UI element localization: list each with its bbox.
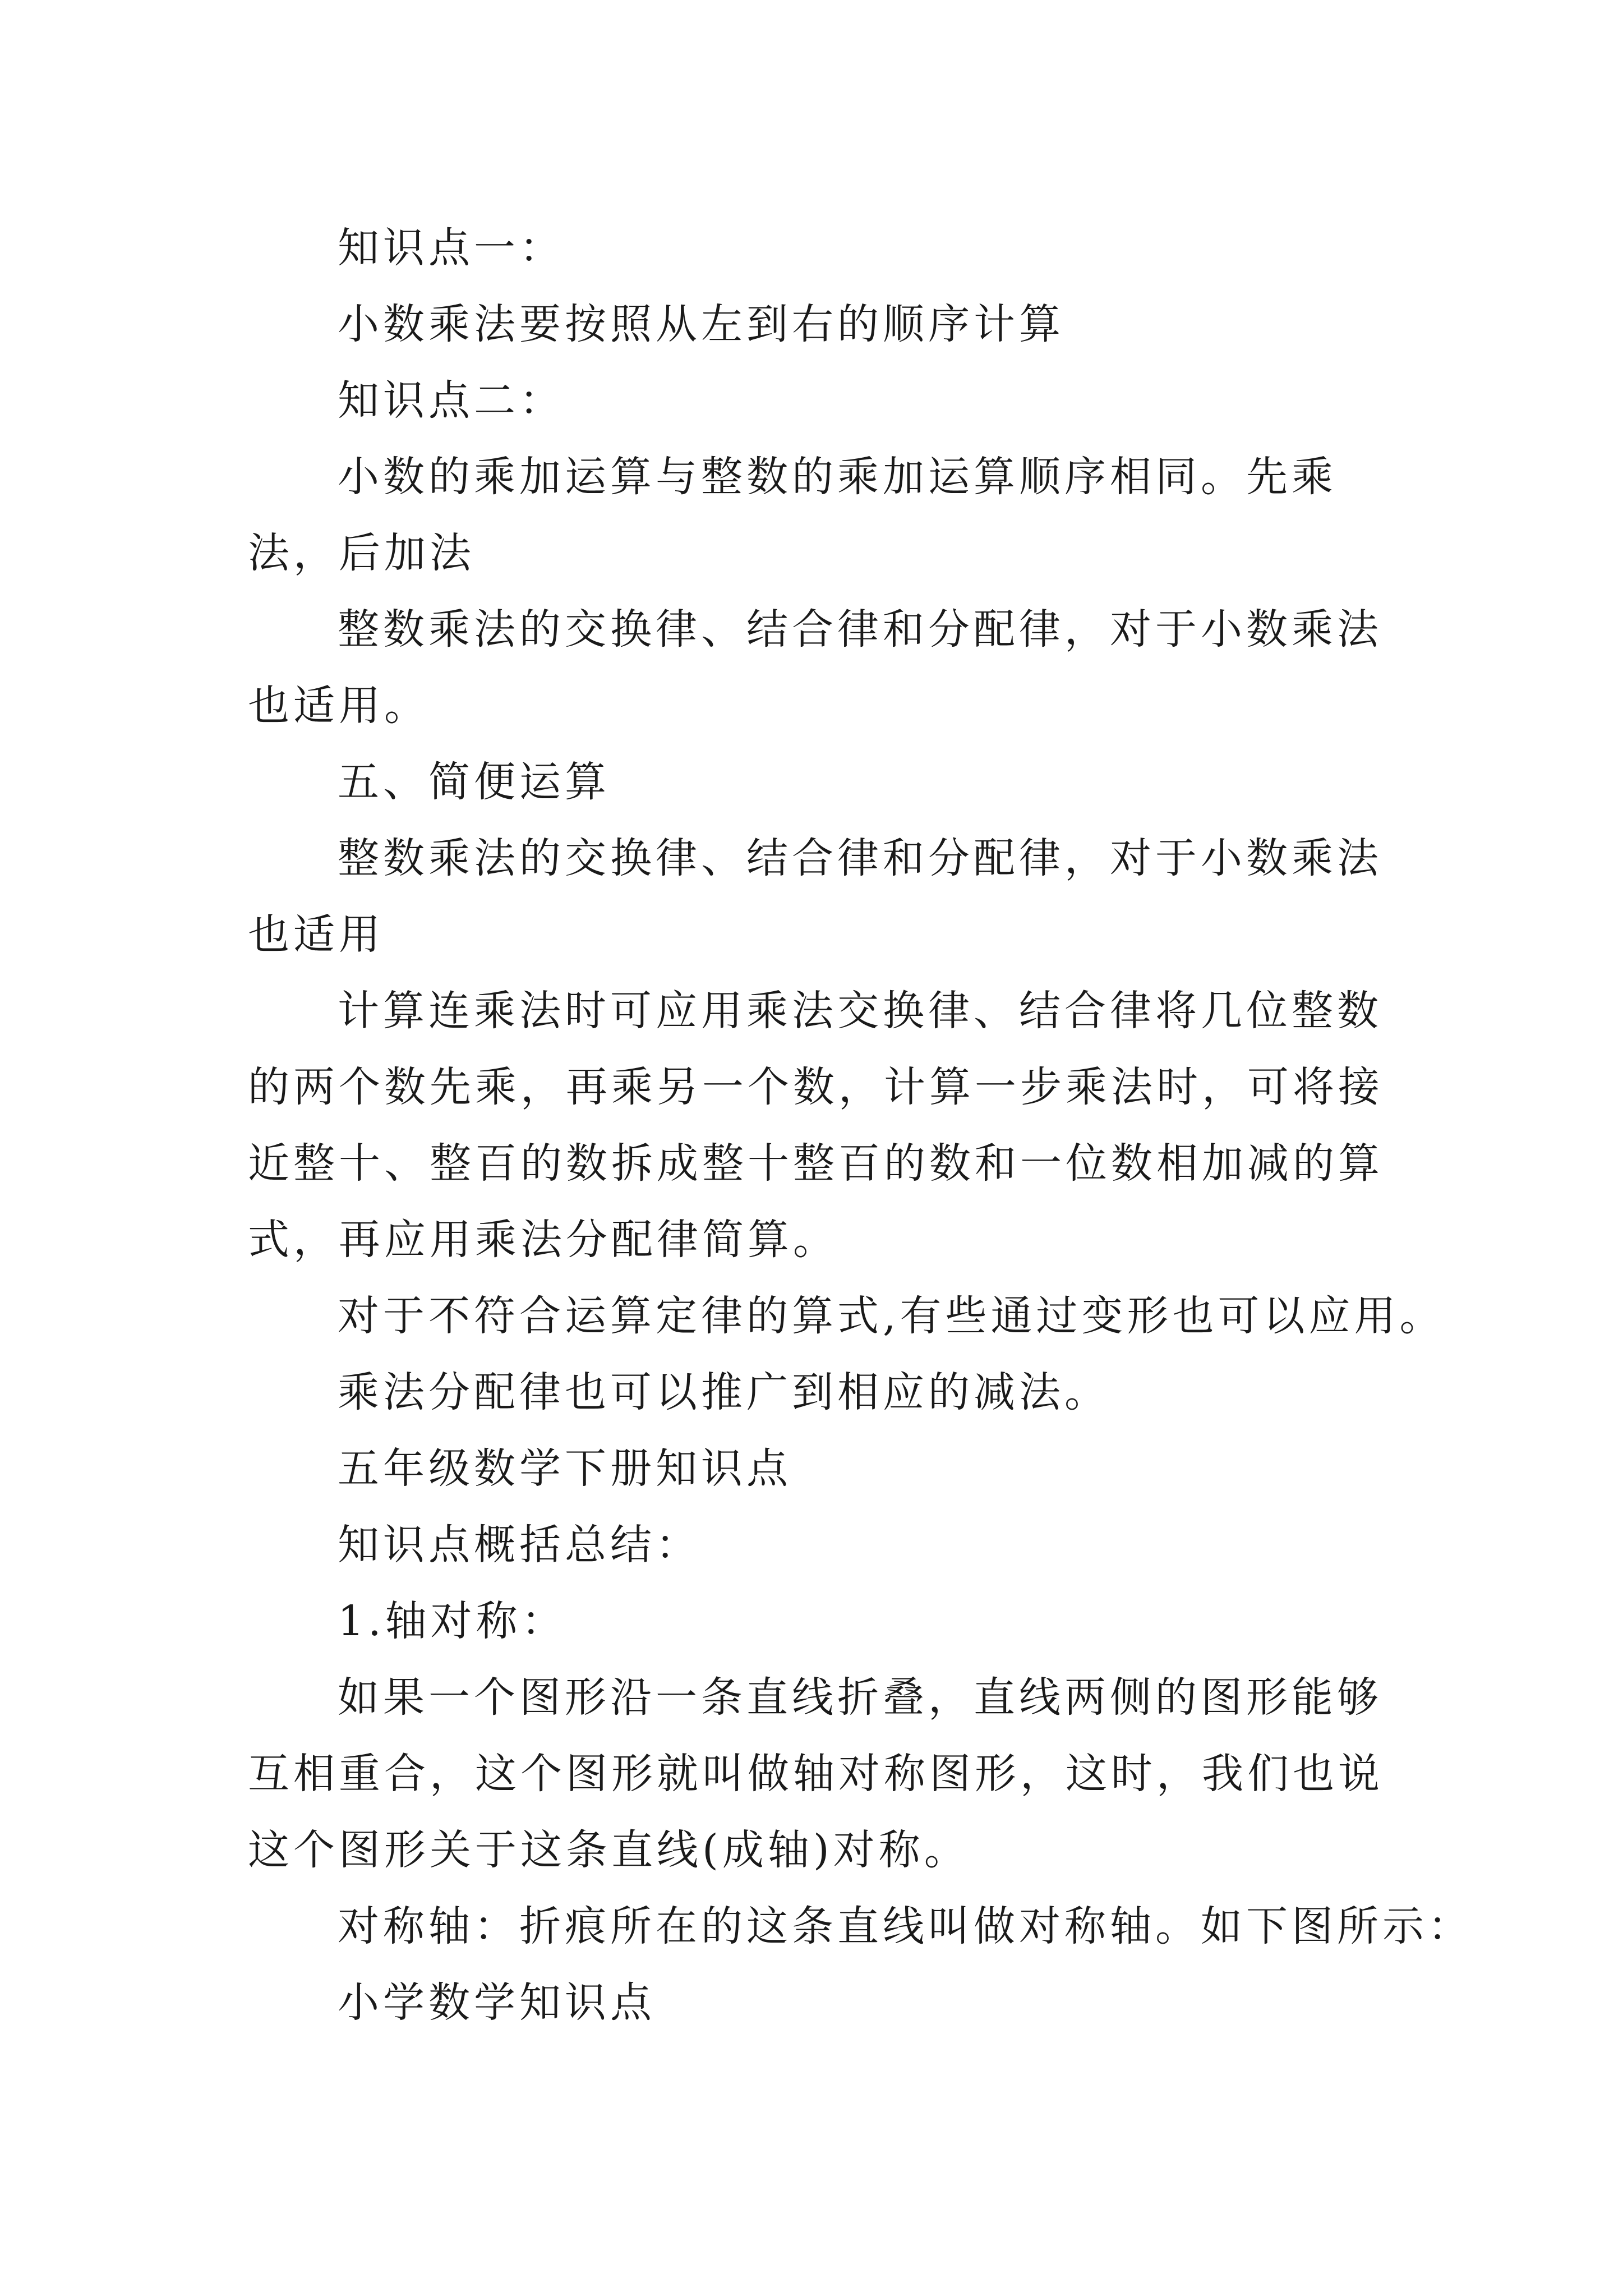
- heading-knowledge-point-1: 知识点一：: [338, 224, 565, 272]
- paragraph-7: 乘法分配律也可以推广到相应的减法。: [338, 1368, 1110, 1416]
- heading-section-5: 五、简便运算: [338, 758, 610, 806]
- paragraph-5: 计算连乘法时可应用乘法交换律、结合律将几位整数的两个数先乘，再乘另一个数，计算一步乘法时，可将接近整十、整百的数拆成整十整百的数和一位数相加减的算式，再应用乘法分配律简算。: [248, 987, 1384, 1264]
- paragraph-1: 小数乘法要按照从左到右的顺序计算: [338, 300, 1064, 348]
- heading-knowledge-point-2: 知识点二：: [338, 376, 565, 425]
- heading-summary: 知识点概括总结：: [338, 1521, 701, 1569]
- paragraph-8: 如果一个图形沿一条直线折叠，直线两侧的图形能够互相重合，这个图形就叫做轴对称图形，这时，我们也说这个图形关于这条直线(成轴)对称。: [248, 1673, 1384, 1874]
- paragraph-9: 对称轴：折痕所在的这条直线叫做对称轴。如下图所示：: [338, 1902, 1473, 1950]
- heading-grade5-math: 五年级数学下册知识点: [338, 1444, 792, 1493]
- heading-axial-symmetry: 1.轴对称：: [338, 1597, 567, 1645]
- footer-heading: 小学数学知识点: [338, 1978, 656, 2027]
- paragraph-6: 对于不符合运算定律的算式,有些通过变形也可以应用。: [338, 1292, 1445, 1340]
- paragraph-3: 整数乘法的交换律、结合律和分配律，对于小数乘法也适用。: [248, 605, 1382, 730]
- paragraph-2: 小数的乘加运算与整数的乘加运算顺序相同。先乘法，后加法: [248, 453, 1337, 577]
- paragraph-4: 整数乘法的交换律、结合律和分配律，对于小数乘法也适用: [248, 834, 1382, 959]
